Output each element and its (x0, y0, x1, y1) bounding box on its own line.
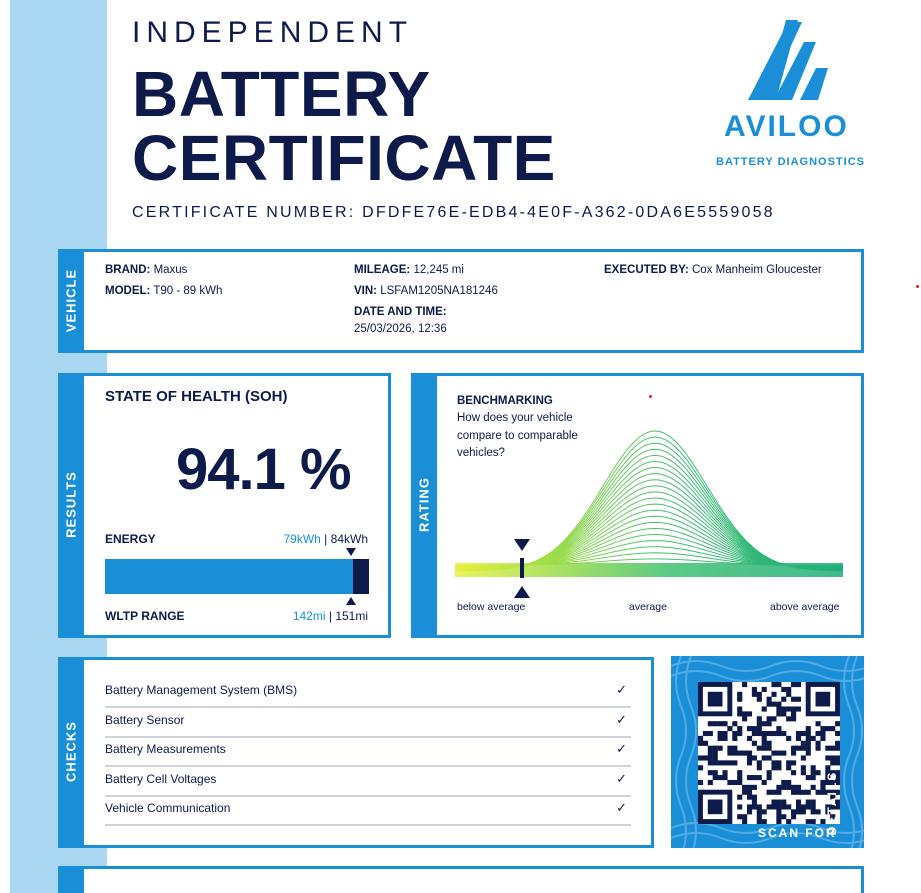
aviloo-logo-icon (716, 20, 876, 170)
vin-value: LSFAM1205NA181246 (380, 285, 498, 297)
check-label: Battery Measurements (105, 742, 226, 756)
benchmark-marker-bottom-icon (514, 586, 530, 598)
results-tab-label: RESULTS (63, 471, 79, 538)
check-row (105, 768, 631, 797)
soh-value: 94.1 % (176, 437, 351, 502)
title-line-1: BATTERY (132, 58, 431, 130)
energy-total: 84kWh (330, 532, 368, 546)
model-row (105, 285, 222, 297)
bell-base-band (455, 563, 843, 577)
check-row (105, 709, 631, 738)
bell-curve-line (455, 498, 843, 568)
logo-subtitle: BATTERY DIAGNOSTICS (716, 156, 865, 168)
executed-row (604, 264, 822, 276)
vin-row (354, 285, 498, 297)
qr-code-icon (698, 682, 840, 824)
bell-curve-line (455, 504, 843, 568)
mileage-row (354, 264, 464, 276)
page-title (132, 58, 556, 194)
mileage-label: MILEAGE: (354, 264, 411, 276)
range-current: 142mi (292, 609, 326, 623)
bell-curve-line (455, 449, 843, 570)
vin-label: VIN: (354, 285, 377, 297)
mileage-value: 12,245 mi (413, 264, 464, 276)
soh-bar-fill (105, 559, 353, 594)
checkmark-icon: ✓ (616, 682, 627, 697)
page-edge (0, 0, 10, 893)
soh-title: STATE OF HEALTH (SOH) (105, 388, 288, 405)
range-total: 151mi (335, 609, 368, 623)
model-value: T90 - 89 kWh (153, 285, 223, 297)
logo-wordmark: AVILOO (724, 110, 849, 143)
rating-tab-label: RATING (416, 477, 432, 532)
datetime-label-row (354, 306, 447, 318)
bottom-panel (81, 866, 864, 893)
datetime-label: DATE AND TIME: (354, 306, 447, 318)
check-label: Battery Cell Voltages (105, 771, 217, 786)
range-values (250, 609, 368, 623)
bar-marker-bottom-icon (346, 597, 356, 605)
red-dot-right (916, 285, 919, 288)
qr-caption: SCAN FOR (758, 826, 837, 840)
energy-values (250, 532, 368, 546)
axis-above-average: above average (770, 601, 840, 613)
benchmark-title: BENCHMARKING (457, 395, 553, 407)
bell-curve-line (455, 474, 843, 569)
check-label: Vehicle Communication (105, 801, 231, 815)
red-dot (649, 395, 652, 398)
range-separator: | (325, 609, 336, 623)
benchmark-marker-top-icon (514, 539, 530, 551)
axis-below-average: below average (457, 601, 526, 613)
bar-marker-top-icon (346, 548, 356, 556)
energy-separator: | (320, 532, 331, 546)
range-label: WLTP RANGE (105, 609, 185, 623)
benchmark-marker-line (520, 558, 524, 578)
check-row (105, 679, 631, 708)
benchmark-question: How does your vehicle compare to comparable vehicles? (457, 412, 578, 459)
check-label: Battery Sensor (105, 712, 185, 727)
checkmark-icon: ✓ (616, 770, 627, 786)
title-line-2: CERTIFICATE (132, 122, 556, 194)
header-kicker: INDEPENDENT (132, 16, 414, 49)
certificate-number: CERTIFICATE NUMBER: DFDFE76E-EDB4-4E0F-A362-0DA6E5559058 (132, 204, 775, 221)
check-row (105, 738, 631, 767)
bell-curve-line (455, 468, 843, 570)
results-panel (81, 373, 391, 638)
datetime-value: 25/03/2026, 12:36 (354, 323, 447, 335)
axis-average: average (629, 601, 667, 613)
vehicle-tab-label: VEHICLE (63, 268, 79, 333)
benchmark-distribution-curve (455, 425, 843, 583)
checkmark-icon: ✓ (616, 800, 627, 815)
checks-tab-label: CHECKS (63, 721, 79, 782)
check-label: Battery Management System (BMS) (105, 683, 298, 697)
checkmark-icon: ✓ (616, 741, 627, 756)
brand-value: Maxus (153, 264, 188, 276)
qr-caption-vertical: DETAILS (825, 770, 840, 836)
qr-code[interactable] (698, 682, 840, 824)
executed-label: EXECUTED BY: (604, 264, 689, 276)
check-row (105, 797, 631, 826)
bell-curve-line (455, 492, 843, 568)
brand-label: BRAND: (105, 264, 151, 276)
energy-label: ENERGY (105, 532, 156, 546)
bell-curve-line (455, 480, 843, 569)
executed-value: Cox Manheim Gloucester (691, 264, 822, 276)
brand-row (105, 264, 187, 276)
checkmark-icon: ✓ (616, 711, 627, 727)
soh-bar-track (105, 559, 369, 594)
energy-current: 79kWh (283, 532, 321, 546)
model-label: MODEL: (105, 285, 151, 297)
